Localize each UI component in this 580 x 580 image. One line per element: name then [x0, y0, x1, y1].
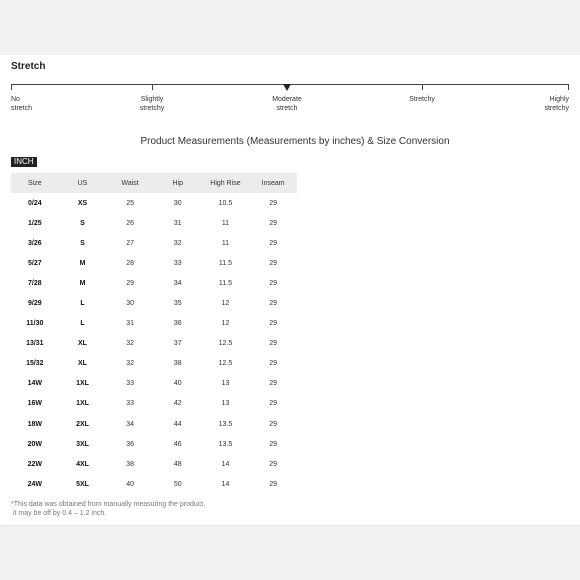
table-cell: 1XL	[76, 400, 89, 408]
header-waist: Waist	[106, 173, 154, 193]
table-cell: 28	[126, 259, 135, 267]
table-row	[11, 293, 297, 313]
table-cell: 29	[269, 279, 278, 287]
table-cell: 11/30	[26, 320, 44, 328]
table-cell: XL	[78, 360, 87, 368]
table-cell: 16W	[27, 400, 43, 408]
stretch-tick	[568, 84, 569, 90]
header-us: US	[59, 173, 107, 193]
stretch-tick	[152, 84, 153, 90]
table-cell: 15/32	[26, 360, 44, 368]
unit-badge: INCH	[11, 157, 37, 167]
table-cell: 22W	[27, 460, 43, 468]
table-cell: 29	[269, 440, 278, 448]
stretch-label-moderate: Moderate stretch	[272, 96, 302, 112]
table-cell: 30	[173, 199, 182, 207]
table-cell: 4XL	[76, 460, 89, 468]
table-header-row	[11, 173, 297, 193]
table-cell: 32	[173, 239, 182, 247]
table-cell: 40	[126, 480, 135, 488]
table-cell: S	[80, 239, 85, 247]
table-cell: 29	[269, 400, 278, 408]
table-cell: 29	[269, 480, 278, 488]
table-cell: 29	[269, 420, 278, 428]
table-row	[11, 334, 297, 354]
table-row	[11, 394, 297, 414]
table-cell: 10.5	[218, 199, 233, 207]
table-cell: 27	[126, 239, 135, 247]
footnote	[11, 500, 205, 518]
table-cell: 11.5	[218, 259, 232, 267]
stretch-title: Stretch	[11, 61, 46, 72]
table-cell: 18W	[27, 420, 43, 428]
stretch-label-slight: Slightly stretchy	[139, 96, 165, 112]
table-cell: 29	[269, 199, 278, 207]
table-row	[11, 193, 297, 213]
table-cell: 46	[173, 440, 182, 448]
table-cell: 29	[126, 279, 135, 287]
table-cell: 29	[269, 320, 278, 328]
table-cell: 29	[269, 300, 278, 308]
table-cell: 13	[221, 400, 230, 408]
table-row	[11, 374, 297, 394]
header-hip: Hip	[154, 173, 202, 193]
table-cell: 29	[269, 259, 278, 267]
header-high-rise: High Rise	[202, 173, 250, 193]
table-cell: 34	[126, 420, 135, 428]
table-row	[11, 253, 297, 273]
table-cell: 33	[126, 380, 135, 388]
measurements-heading: Product Measurements (Measurements by inches) & Size Conversion	[140, 136, 450, 147]
footnote-line: it may be off by 0.4 – 1.2 inch.	[11, 510, 107, 517]
header-size: Size	[11, 173, 59, 193]
table-cell: L	[80, 320, 85, 328]
table-cell: 3XL	[76, 440, 89, 448]
table-cell: 11	[221, 239, 230, 247]
table-cell: 36	[126, 440, 135, 448]
table-cell: 38	[126, 460, 135, 468]
table-cell: 24W	[27, 480, 43, 488]
table-cell: 25	[126, 199, 135, 207]
table-cell: 29	[269, 239, 278, 247]
table-row	[11, 474, 297, 494]
stretch-tick	[11, 84, 12, 90]
table-cell: 31	[173, 219, 182, 227]
table-cell: 13	[221, 380, 230, 388]
stretch-level-marker-icon	[283, 84, 291, 91]
table-cell: 36	[173, 320, 182, 328]
stretch-label-stretchy: Stretchy	[409, 96, 435, 103]
table-cell: 12.5	[218, 340, 233, 348]
table-cell: 33	[126, 400, 135, 408]
table-cell: 13.5	[218, 440, 233, 448]
table-cell: 32	[126, 360, 135, 368]
table-row	[11, 354, 297, 374]
table-row	[11, 434, 297, 454]
table-cell: 34	[173, 279, 182, 287]
table-cell: 29	[269, 219, 278, 227]
table-cell: 29	[269, 460, 278, 468]
table-cell: 12	[221, 320, 230, 328]
table-cell: 38	[173, 360, 182, 368]
footnote-line: *This data was obtained from manually measuring the product,	[11, 501, 206, 508]
table-cell: L	[80, 300, 85, 308]
table-row	[11, 273, 297, 293]
table-cell: M	[79, 279, 86, 287]
table-cell: 26	[126, 219, 135, 227]
table-cell: 2XL	[76, 420, 89, 428]
table-cell: M	[79, 259, 86, 267]
size-table	[11, 173, 297, 494]
table-cell: 29	[269, 340, 278, 348]
table-cell: 20W	[27, 440, 43, 448]
table-cell: 11.5	[218, 279, 232, 287]
table-cell: 13/31	[26, 340, 44, 348]
table-cell: XL	[78, 340, 87, 348]
table-cell: S	[80, 219, 85, 227]
table-cell: 44	[173, 420, 182, 428]
table-cell: 31	[126, 320, 135, 328]
table-cell: 14W	[27, 380, 43, 388]
table-row	[11, 454, 297, 474]
table-row	[11, 213, 297, 233]
table-cell: 0/24	[28, 199, 42, 207]
table-cell: 3/26	[28, 239, 42, 247]
table-cell: 5XL	[76, 480, 89, 488]
table-cell: 14	[221, 460, 230, 468]
table-cell: 40	[173, 380, 182, 388]
table-cell: 48	[173, 460, 182, 468]
table-cell: 12	[221, 300, 230, 308]
table-cell: 7/28	[28, 279, 42, 287]
table-cell: 1/25	[28, 219, 42, 227]
size-chart-card	[0, 55, 580, 525]
stretch-label-none: No stretch	[11, 96, 33, 112]
table-cell: 1XL	[76, 380, 89, 388]
table-row	[11, 314, 297, 334]
table-cell: 33	[173, 259, 182, 267]
table-cell: 42	[173, 400, 182, 408]
table-cell: 35	[173, 300, 182, 308]
table-cell: 13.5	[218, 420, 233, 428]
header-inseam: Inseam	[249, 173, 297, 193]
table-cell: 32	[126, 340, 135, 348]
table-cell: 11	[221, 219, 230, 227]
table-cell: XS	[77, 199, 88, 207]
table-cell: 5/27	[28, 259, 42, 267]
table-cell: 29	[269, 360, 278, 368]
table-cell: 50	[173, 480, 182, 488]
table-cell: 37	[173, 340, 182, 348]
table-row	[11, 414, 297, 434]
stretch-label-high: Highly stretchy	[544, 96, 569, 112]
table-row	[11, 233, 297, 253]
stretch-tick	[422, 84, 423, 90]
table-cell: 30	[126, 300, 135, 308]
table-cell: 9/29	[28, 300, 42, 308]
table-cell: 29	[269, 380, 278, 388]
table-cell: 12.5	[218, 360, 233, 368]
table-cell: 14	[221, 480, 230, 488]
